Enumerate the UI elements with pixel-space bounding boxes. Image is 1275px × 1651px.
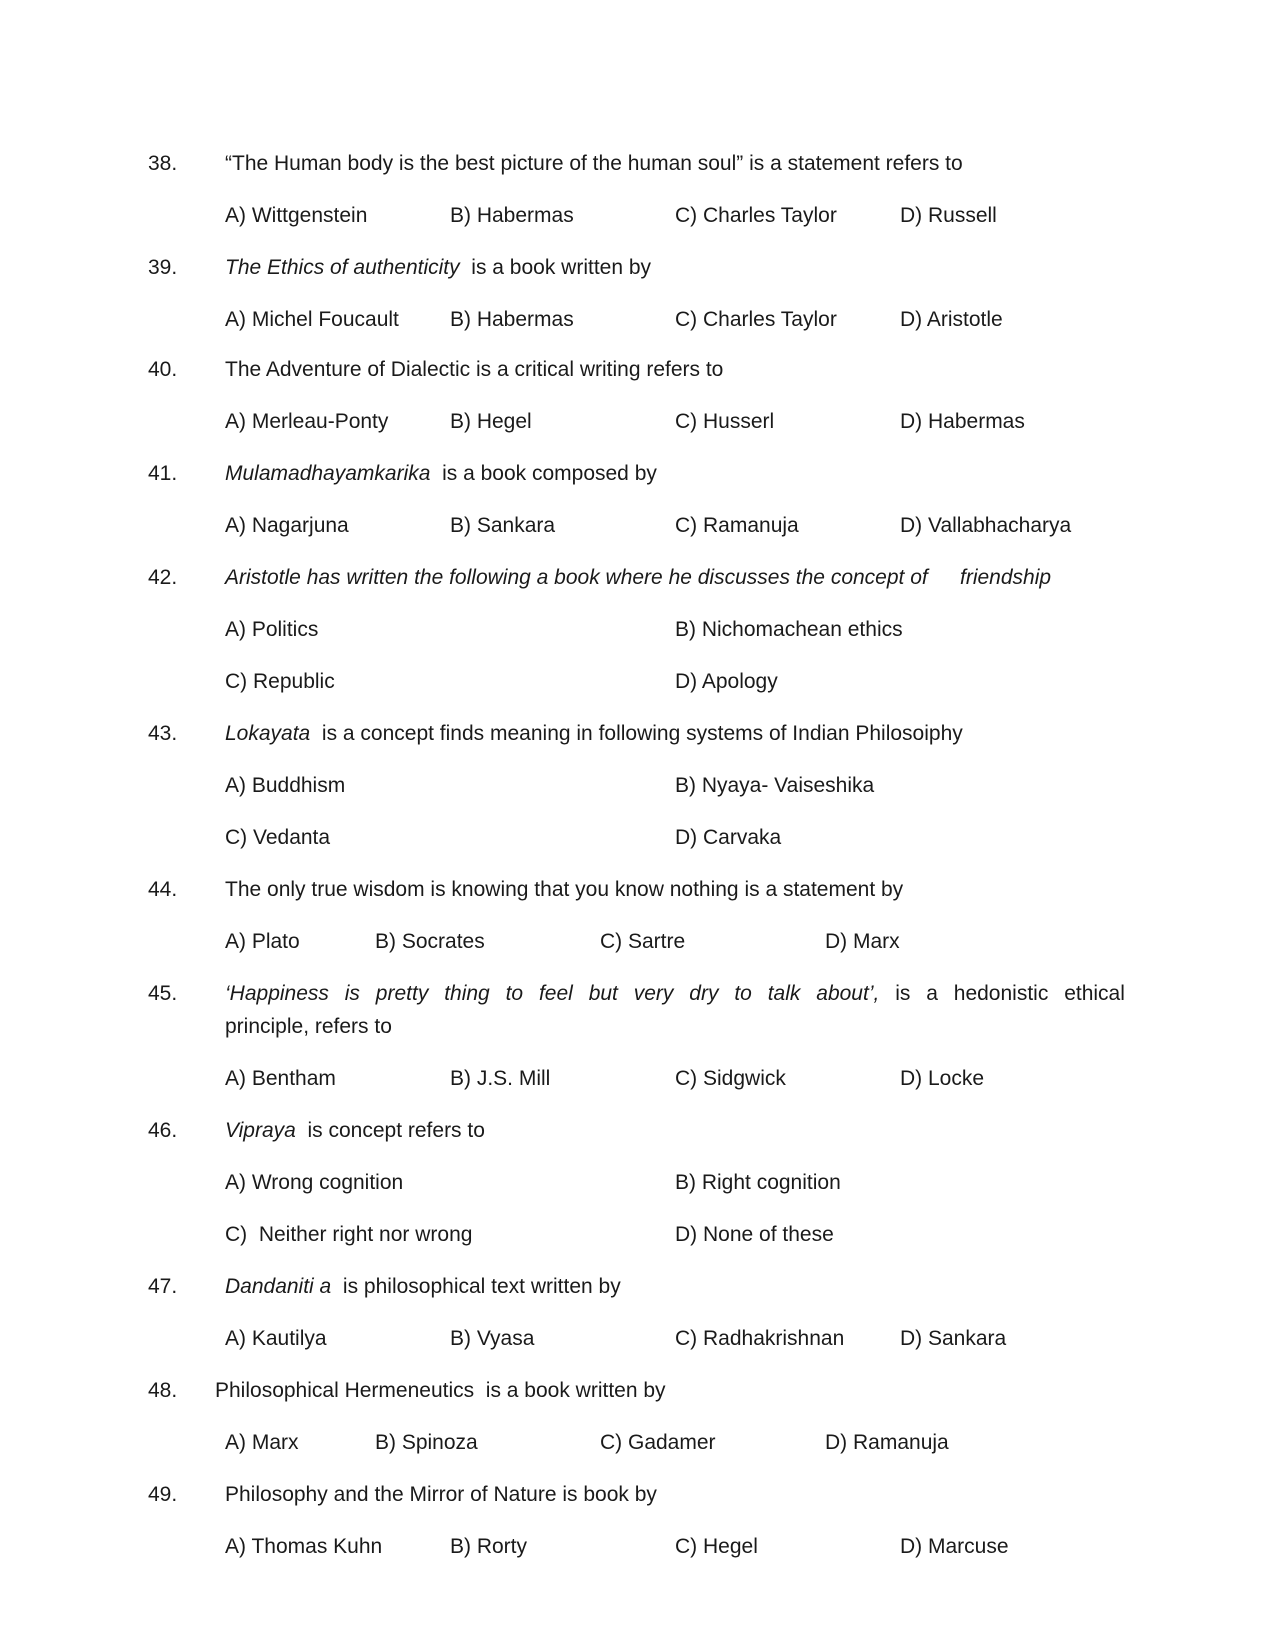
question-stem — [225, 1117, 485, 1145]
option-c: C) Charles Taylor — [675, 308, 837, 331]
option-c: C) Husserl — [675, 410, 775, 433]
quote-word: dry — [689, 982, 719, 1005]
quote-word: talk — [767, 982, 801, 1005]
question-stem-line-1 — [225, 980, 1125, 1008]
option-d: D) Aristotle — [900, 308, 1003, 331]
question-number: 40. — [148, 358, 178, 381]
quote-word: but — [588, 982, 618, 1005]
question-number: 43. — [148, 722, 178, 745]
stem-word: hedonistic — [953, 982, 1049, 1005]
option-d: D) Habermas — [900, 410, 1025, 433]
question-number: 44. — [148, 878, 178, 901]
option-c: C) Radhakrishnan — [675, 1327, 845, 1350]
quote-word: very — [633, 982, 674, 1005]
book-title: Mulamadhayamkarika — [225, 462, 431, 485]
quote-word: about’, — [816, 982, 880, 1005]
option-b: B) Rorty — [450, 1535, 528, 1558]
option-d: D) Sankara — [900, 1327, 1007, 1350]
question-stem: The Adventure of Dialectic is a critical writing refers to — [225, 358, 724, 381]
question-number: 48. — [148, 1379, 178, 1402]
option-b: B) Habermas — [450, 204, 574, 227]
question-stem-line-2: principle, refers to — [225, 1015, 392, 1038]
option-a: A) Nagarjuna — [225, 514, 349, 537]
option-c: C) Ramanuja — [675, 514, 799, 537]
question-number: 41. — [148, 462, 178, 485]
option-c: C) Charles Taylor — [675, 204, 837, 227]
question-number: 47. — [148, 1275, 178, 1298]
text-title: Dandaniti a — [225, 1275, 332, 1298]
option-d: D) Carvaka — [675, 826, 782, 849]
option-b: B) Right cognition — [675, 1171, 841, 1194]
option-a: A) Wittgenstein — [225, 204, 368, 227]
option-d: D) Russell — [900, 204, 997, 227]
option-b: B) Nichomachean ethics — [675, 618, 903, 641]
question-stem: Aristotle has written the following a book where he discusses the concept of — [225, 566, 928, 589]
option-a: A) Plato — [225, 930, 300, 953]
question-number: 49. — [148, 1483, 178, 1506]
option-c: C) Hegel — [675, 1535, 758, 1558]
concept-term: Lokayata — [225, 722, 311, 745]
question-stem — [225, 254, 651, 282]
option-a: A) Merleau-Ponty — [225, 410, 389, 433]
question-stem: “The Human body is the best picture of the human soul” is a statement refers to — [225, 152, 963, 175]
option-b: B) Vyasa — [450, 1327, 535, 1350]
question-number: 46. — [148, 1119, 178, 1142]
quote-word: thing — [444, 982, 490, 1005]
option-c: C) Gadamer — [600, 1431, 716, 1454]
question-stem: Philosophical Hermeneutics is a book written by — [215, 1379, 666, 1402]
option-a: A) Kautilya — [225, 1327, 327, 1350]
option-a: A) Bentham — [225, 1067, 336, 1090]
option-d: D) Marcuse — [900, 1535, 1009, 1558]
quote-word: to — [505, 982, 524, 1005]
option-d: D) Locke — [900, 1067, 985, 1090]
option-a: A) Michel Foucault — [225, 308, 399, 331]
question-number: 39. — [148, 256, 178, 279]
question-number: 42. — [148, 566, 178, 589]
stem-word: is — [895, 982, 911, 1005]
option-b: B) Sankara — [450, 514, 556, 537]
option-b: B) Habermas — [450, 308, 574, 331]
question-number: 45. — [148, 982, 178, 1005]
stem-word: ethical — [1064, 982, 1125, 1005]
concept-term: Vipraya — [225, 1119, 296, 1142]
question-stem: Philosophy and the Mirror of Nature is book by — [225, 1483, 657, 1506]
option-d: D) Vallabhacharya — [900, 514, 1072, 537]
question-stem — [225, 1273, 621, 1301]
option-c: C) Republic — [225, 670, 335, 693]
option-b: B) Nyaya- Vaiseshika — [675, 774, 875, 797]
option-c: C) Neither right nor wrong — [225, 1223, 473, 1246]
stem-text: is philosophical text written by — [331, 1275, 621, 1298]
quote-word: feel — [538, 982, 573, 1005]
option-d: D) Marx — [825, 930, 900, 953]
stem-text: is a book composed by — [430, 462, 657, 485]
option-a: A) Marx — [225, 1431, 299, 1454]
question-number: 38. — [148, 152, 178, 175]
option-d: D) Apology — [675, 670, 778, 693]
option-b: B) J.S. Mill — [450, 1067, 551, 1090]
option-b: B) Hegel — [450, 410, 532, 433]
book-title: The Ethics of authenticity — [225, 256, 460, 279]
stem-word: a — [926, 982, 938, 1005]
option-d: D) None of these — [675, 1223, 834, 1246]
option-c: C) Sidgwick — [675, 1067, 786, 1090]
question-stem-end: friendship — [960, 566, 1052, 589]
question-stem — [225, 720, 963, 748]
quote-word: to — [734, 982, 752, 1005]
quote-word: pretty — [375, 982, 429, 1005]
option-d: D) Ramanuja — [825, 1431, 949, 1454]
option-a: A) Buddhism — [225, 774, 346, 797]
quote-word: is — [344, 982, 360, 1005]
option-b: B) Spinoza — [375, 1431, 478, 1454]
option-a: A) Wrong cognition — [225, 1171, 404, 1194]
stem-text: is concept refers to — [295, 1119, 485, 1142]
option-c: C) Vedanta — [225, 826, 331, 849]
option-a: A) Politics — [225, 618, 319, 641]
option-b: B) Socrates — [375, 930, 485, 953]
question-stem: The only true wisdom is knowing that you know nothing is a statement by — [225, 878, 904, 901]
stem-text: is a concept finds meaning in following systems of Indian Philosoiphy — [310, 722, 963, 745]
option-c: C) Sartre — [600, 930, 686, 953]
stem-text: is a book written by — [459, 256, 652, 279]
quote-word: ‘Happiness — [225, 982, 329, 1005]
option-a: A) Thomas Kuhn — [225, 1535, 383, 1558]
question-stem — [225, 460, 657, 488]
